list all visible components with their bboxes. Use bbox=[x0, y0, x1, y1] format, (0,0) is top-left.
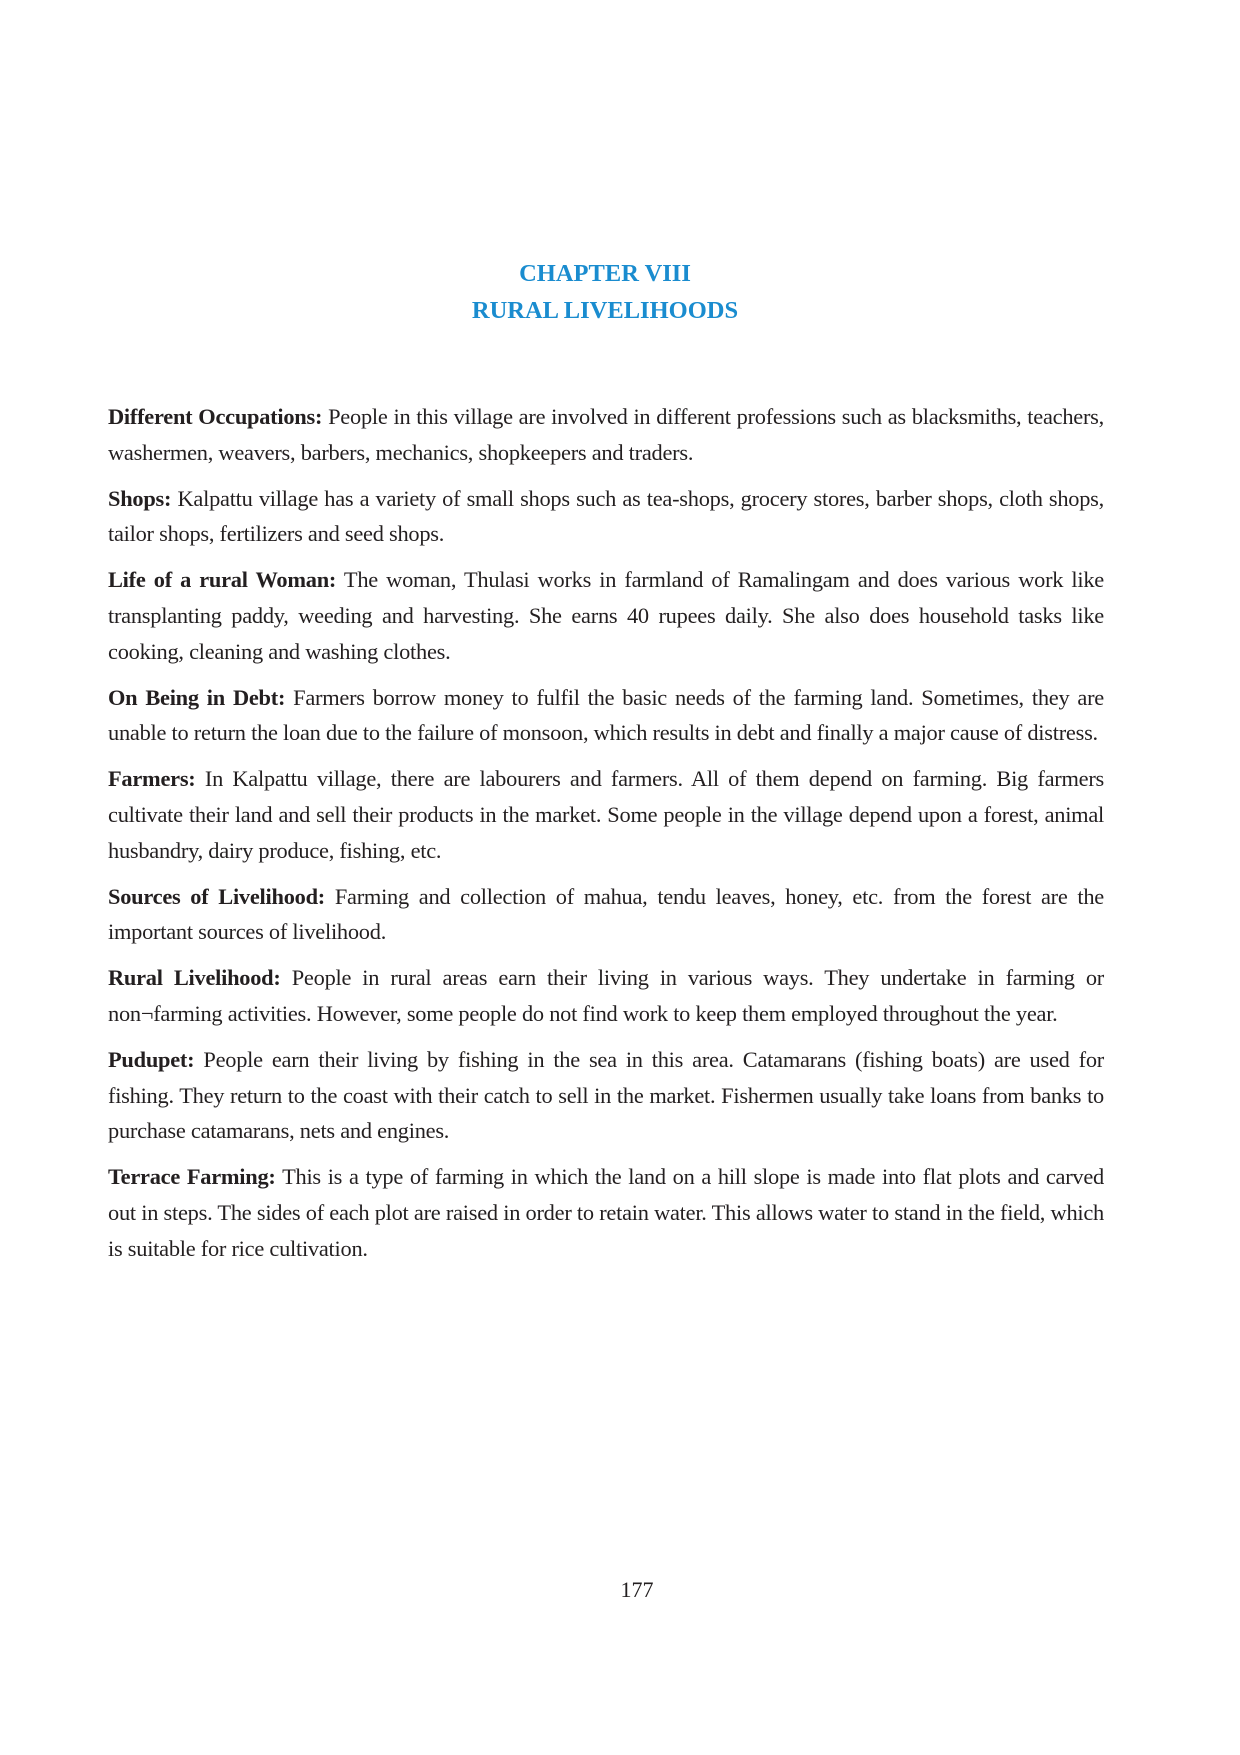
chapter-title: RURAL LIVELIHOODS bbox=[471, 297, 739, 324]
entry-text: Kalpattu village has a variety of small shops such as tea-shops, grocery stores, barber shops, cloth shops, tailor shops, fertilizers and seed shops. bbox=[108, 485, 1104, 547]
entry-term: Life of a rural Woman: bbox=[108, 567, 337, 593]
chapter-summary bbox=[108, 399, 1104, 1277]
entry-on-being-in-debt bbox=[108, 680, 1104, 752]
page-number: 177 bbox=[620, 1577, 654, 1602]
chapter-heading bbox=[0, 255, 1210, 329]
entry-different-occupations bbox=[108, 399, 1104, 471]
entry-text: People earn their living by fishing in the sea in this area. Catamarans (fishing boats) are used for fishing. They return to the coast with their catch to sell in the market. Fishermen usually take loans from banks to purchase catamarans, nets and engines. bbox=[108, 1046, 1104, 1144]
entry-shops bbox=[108, 481, 1104, 553]
chapter-number: CHAPTER VIII bbox=[519, 260, 691, 287]
entry-term: Pudupet: bbox=[108, 1046, 195, 1072]
entry-text: Farming and collection of mahua, tendu leaves, honey, etc. from the forest are the important sources of livelihood. bbox=[108, 883, 1104, 945]
entry-text: People in rural areas earn their living in various ways. They undertake in farming or non¬farming activities. However, some people do not find work to keep them employed throughout the year. bbox=[108, 965, 1104, 1026]
entry-term: Rural Livelihood: bbox=[108, 965, 281, 991]
entry-term: Farmers: bbox=[108, 766, 196, 792]
entry-term: Sources of Livelihood: bbox=[108, 883, 325, 909]
entry-text: In Kalpattu village, there are labourers and farmers. All of them depend on farming. Big farmers cultivate their land and sell their products in the market. Some people in the village depend upon a forest, animal husbandry, dairy produce, fishing, etc. bbox=[108, 766, 1104, 863]
entry-term: Different Occupations: bbox=[108, 404, 323, 429]
entry-sources-of-livelihood bbox=[108, 879, 1104, 951]
entry-term: Terrace Farming: bbox=[108, 1164, 276, 1190]
entry-text: The woman, Thulasi works in farmland of Ramalingam and does various work like transplanting paddy, weeding and harvesting. She earns 40 rupees daily. She also does household tasks like cooking, cleaning and washing clothes. bbox=[108, 567, 1104, 664]
entry-rural-livelihood bbox=[108, 960, 1104, 1032]
entry-pudupet bbox=[108, 1042, 1104, 1149]
entry-text: Farmers borrow money to fulfil the basic needs of the farming land. Sometimes, they are unable to return the loan due to the failure of monsoon, which results in debt and finally a major cause of distress. bbox=[108, 684, 1104, 746]
entry-text: This is a type of farming in which the land on a hill slope is made into flat plots and carved out in steps. The sides of each plot are raised in order to retain water. This allows water to stand in the field, which is suitable for rice cultivation. bbox=[108, 1164, 1105, 1261]
entry-text: People in this village are involved in different professions such as blacksmiths, teachers, washermen, weavers, barbers, mechanics, shopkeepers and traders. bbox=[108, 404, 1104, 465]
entry-term: Shops: bbox=[108, 485, 172, 511]
entry-farmers bbox=[108, 761, 1104, 868]
entry-term: On Being in Debt: bbox=[108, 684, 286, 710]
entry-life-of-rural-woman bbox=[108, 562, 1104, 669]
entry-terrace-farming bbox=[108, 1159, 1104, 1266]
